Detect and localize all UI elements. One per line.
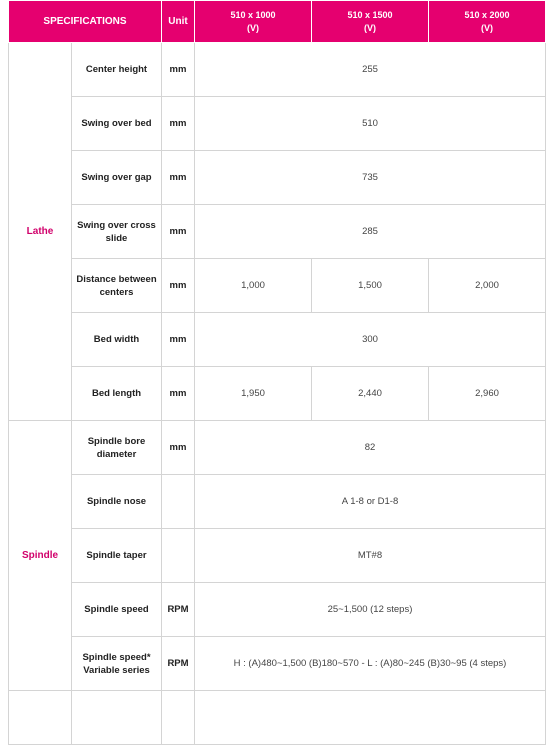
header-model-3-sub: (V) bbox=[481, 22, 493, 33]
value-cell: 510 bbox=[195, 97, 546, 151]
unit-cell: RPM bbox=[162, 583, 195, 637]
item-spindle-speed-variable: Spindle speed* Variable series bbox=[72, 637, 162, 691]
header-model-3-name: 510 x 2000 bbox=[464, 9, 510, 20]
unit-cell bbox=[162, 529, 195, 583]
table-row bbox=[9, 151, 546, 205]
value-cell: 285 bbox=[195, 205, 546, 259]
value-cell: 25~1,500 (12 steps) bbox=[195, 583, 546, 637]
unit-cell: mm bbox=[162, 151, 195, 205]
item-center-height: Center height bbox=[72, 43, 162, 97]
header-model-2-name: 510 x 1500 bbox=[347, 9, 393, 20]
value-cell: MT#8 bbox=[195, 529, 546, 583]
value-cell: H : (A)480~1,500 (B)180~570 - L : (A)80~245 (B)30~95 (4 steps) bbox=[195, 637, 546, 691]
item-spindle-bore-diameter: Spindle bore diameter bbox=[72, 421, 162, 475]
value-cell: 2,440 bbox=[312, 367, 429, 421]
item-bed-width: Bed width bbox=[72, 313, 162, 367]
value-cell: 1,000 bbox=[195, 259, 312, 313]
specifications-table bbox=[8, 0, 546, 745]
table-row bbox=[9, 637, 546, 691]
header-specifications: SPECIFICATIONS bbox=[9, 1, 162, 43]
table-row bbox=[9, 313, 546, 367]
value-cell: 255 bbox=[195, 43, 546, 97]
header-model-1 bbox=[195, 1, 312, 43]
empty-cell bbox=[195, 691, 546, 745]
table-row bbox=[9, 421, 546, 475]
header-model-2-sub: (V) bbox=[364, 22, 376, 33]
value-cell: A 1-8 or D1-8 bbox=[195, 475, 546, 529]
unit-cell: mm bbox=[162, 205, 195, 259]
header-model-2 bbox=[312, 1, 429, 43]
table-row bbox=[9, 205, 546, 259]
value-cell: 735 bbox=[195, 151, 546, 205]
unit-cell: mm bbox=[162, 259, 195, 313]
item-distance-between-centers: Distance between centers bbox=[72, 259, 162, 313]
value-cell: 2,000 bbox=[429, 259, 546, 313]
item-spindle-speed: Spindle speed bbox=[72, 583, 162, 637]
unit-cell bbox=[162, 475, 195, 529]
value-cell: 82 bbox=[195, 421, 546, 475]
table-row bbox=[9, 475, 546, 529]
value-cell: 2,960 bbox=[429, 367, 546, 421]
item-spindle-nose: Spindle nose bbox=[72, 475, 162, 529]
table-row bbox=[9, 259, 546, 313]
table-row bbox=[9, 583, 546, 637]
header-model-1-name: 510 x 1000 bbox=[230, 9, 276, 20]
category-spindle: Spindle bbox=[9, 421, 72, 691]
table-row bbox=[9, 97, 546, 151]
header-model-1-sub: (V) bbox=[247, 22, 259, 33]
unit-cell: mm bbox=[162, 421, 195, 475]
value-cell: 300 bbox=[195, 313, 546, 367]
table-row bbox=[9, 529, 546, 583]
header-row bbox=[9, 1, 546, 43]
item-bed-length: Bed length bbox=[72, 367, 162, 421]
item-spindle-taper: Spindle taper bbox=[72, 529, 162, 583]
item-swing-over-gap: Swing over gap bbox=[72, 151, 162, 205]
header-model-3 bbox=[429, 1, 546, 43]
item-swing-over-bed: Swing over bed bbox=[72, 97, 162, 151]
unit-cell: mm bbox=[162, 367, 195, 421]
value-cell: 1,950 bbox=[195, 367, 312, 421]
table-row bbox=[9, 691, 546, 745]
empty-cell bbox=[9, 691, 72, 745]
unit-cell: mm bbox=[162, 313, 195, 367]
category-lathe: Lathe bbox=[9, 43, 72, 421]
empty-cell bbox=[162, 691, 195, 745]
unit-cell: mm bbox=[162, 97, 195, 151]
item-swing-over-cross-slide: Swing over cross slide bbox=[72, 205, 162, 259]
empty-cell bbox=[72, 691, 162, 745]
unit-cell: mm bbox=[162, 43, 195, 97]
header-unit: Unit bbox=[162, 1, 195, 43]
table-row bbox=[9, 367, 546, 421]
table-row bbox=[9, 43, 546, 97]
unit-cell: RPM bbox=[162, 637, 195, 691]
value-cell: 1,500 bbox=[312, 259, 429, 313]
